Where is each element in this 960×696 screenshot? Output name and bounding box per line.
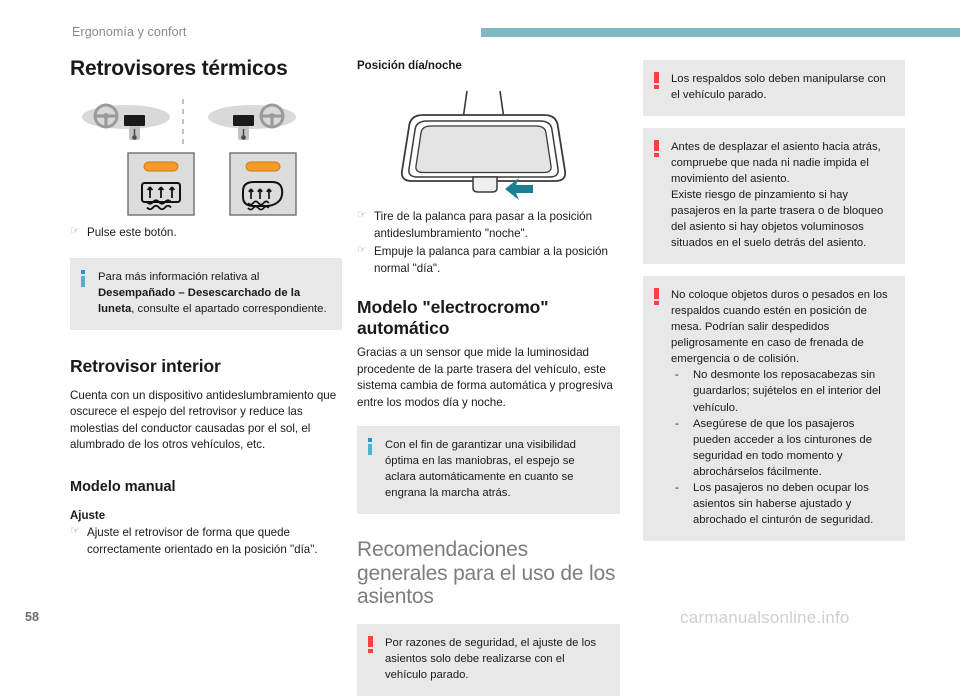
- bullet-text: No desmonte los reposacabezas sin guardarlos; sujételos en el interior del vehículo.: [693, 369, 881, 414]
- callout-text: Los respaldos solo deben manipularse con el vehículo parado.: [671, 73, 886, 102]
- pointer-hand-icon: ☞: [70, 225, 80, 238]
- lever-instructions: [357, 209, 620, 277]
- list-item: [671, 367, 893, 415]
- page-header: [0, 0, 960, 48]
- left-column: [70, 52, 342, 560]
- instruction-text: Pulse este botón.: [87, 226, 177, 240]
- lhd-dashboard-icon: [82, 104, 170, 141]
- dash-marker: -: [675, 417, 679, 430]
- dash-marker: -: [675, 481, 679, 494]
- list-item: [70, 525, 342, 558]
- interior-mirror-figure: [357, 83, 620, 203]
- callout-text-part1: Para más información relativa al: [98, 270, 260, 283]
- header-accent-rule: [481, 28, 960, 37]
- info-callout-defrost: [70, 258, 342, 330]
- callout-text-part2: , consulte el apartado correspondiente.: [131, 302, 327, 315]
- heated-mirrors-figure: [70, 95, 342, 217]
- list-item: [671, 480, 893, 528]
- dash-marker: -: [675, 369, 679, 382]
- pointer-hand-icon: ☞: [357, 244, 367, 257]
- info-icon: [368, 438, 372, 455]
- callout-text-p1: Antes de desplazar el asiento hacia atrás, compruebe que nada ni nadie impida el movimiento del asiento.: [671, 141, 881, 186]
- subsection-title-manual-model: Modelo manual: [70, 478, 176, 495]
- warning-icon: [654, 72, 659, 89]
- watermark: carmanualsonline.info: [680, 608, 850, 627]
- bullet-text: Asegúrese de que los pasajeros pueden acceder a los cinturones de seguridad en todo momento y abrochárselos fácilmente.: [693, 417, 872, 478]
- warning-callout-seat-movement: [643, 128, 905, 264]
- info-callout-electrochromic: [357, 426, 620, 514]
- mirror-defrost-button-icon: [230, 153, 296, 215]
- instruction-text: Empuje la palanca para cambiar a la posición normal "día".: [374, 245, 608, 275]
- warning-callout-hard-objects: [643, 276, 905, 540]
- warning-bullet-list: [671, 367, 893, 527]
- page-number: 58: [25, 610, 39, 624]
- rear-window-defrost-button-icon: [128, 153, 194, 215]
- instruction-text: Tire de la palanca para pasar a la posición antideslumbramiento "noche".: [374, 210, 593, 240]
- middle-column: [357, 52, 620, 696]
- bullet-text: Los pasajeros no deben ocupar los asientos sin haberse ajustado y abrochado el cinturón de seguridad.: [693, 481, 874, 526]
- section-title-electrochromic: Modelo "electrocromo" automático: [357, 297, 549, 339]
- warning-icon: [654, 288, 659, 305]
- press-button-instructions: [70, 225, 342, 241]
- warning-icon: [654, 140, 659, 157]
- rhd-dashboard-icon: [208, 104, 296, 141]
- callout-text: [98, 269, 330, 317]
- pointer-hand-icon: ☞: [70, 525, 80, 538]
- list-item: [671, 416, 893, 480]
- warning-callout-seat-adjust: [357, 624, 620, 696]
- warning-callout-seatbacks: [643, 60, 905, 116]
- warning-icon: [368, 636, 373, 653]
- adjust-instructions: [70, 525, 342, 558]
- info-icon: [81, 270, 85, 287]
- chapter-title-seat-recommendations: Recomendaciones generales para el uso de los asientos: [357, 538, 616, 609]
- heading-day-night-position: Posición día/noche: [357, 60, 462, 72]
- breadcrumb: Ergonomía y confort: [72, 25, 187, 39]
- list-item: [70, 225, 342, 241]
- callout-text: Por razones de seguridad, el ajuste de los asientos solo debe realizarse con el vehículo parado.: [385, 636, 597, 681]
- list-item: [357, 209, 620, 242]
- callout-text-p2: Existe riesgo de pinzamiento si hay pasajeros en la parte trasera o de bloqueo del asiento si hay objetos voluminosos situados en el suelo detrás del asiento.: [671, 189, 884, 250]
- pointer-hand-icon: ☞: [357, 209, 367, 222]
- section-body-electrochromic: Gracias a un sensor que mide la luminosidad procedente de la parte trasera del vehículo, este sistema cambia de forma automática y progresiva entre los modos día y noche.: [357, 346, 613, 409]
- adjust-label: Ajuste: [70, 509, 106, 522]
- page-title: Retrovisores térmicos: [70, 57, 288, 80]
- callout-text: Con el fin de garantizar una visibilidad óptima en las maniobras, el espejo se aclara automáticamente en cuanto se engrana la marcha atrás.: [385, 439, 576, 500]
- list-item: [357, 244, 620, 277]
- section-title-interior-mirror: Retrovisor interior: [70, 355, 221, 376]
- callout-text-bold: Desempañado – Desescarchado de la luneta: [98, 286, 301, 315]
- instruction-text: Ajuste el retrovisor de forma que quede correctamente orientado en la posición "día".: [87, 526, 318, 556]
- callout-text-p1: No coloque objetos duros o pesados en los respaldos cuando estén en posición de mesa. Podrían salir despedidos peligrosamente en caso de frenada de emergencia o de colisión.: [671, 289, 888, 366]
- right-column: [643, 60, 905, 541]
- section-body-interior-mirror: Cuenta con un dispositivo antideslumbramiento que oscurece el espejo del retrovisor y reduce las molestias del conductor causadas por el sol, el alumbrado de los otros vehículos, etc.: [70, 388, 337, 452]
